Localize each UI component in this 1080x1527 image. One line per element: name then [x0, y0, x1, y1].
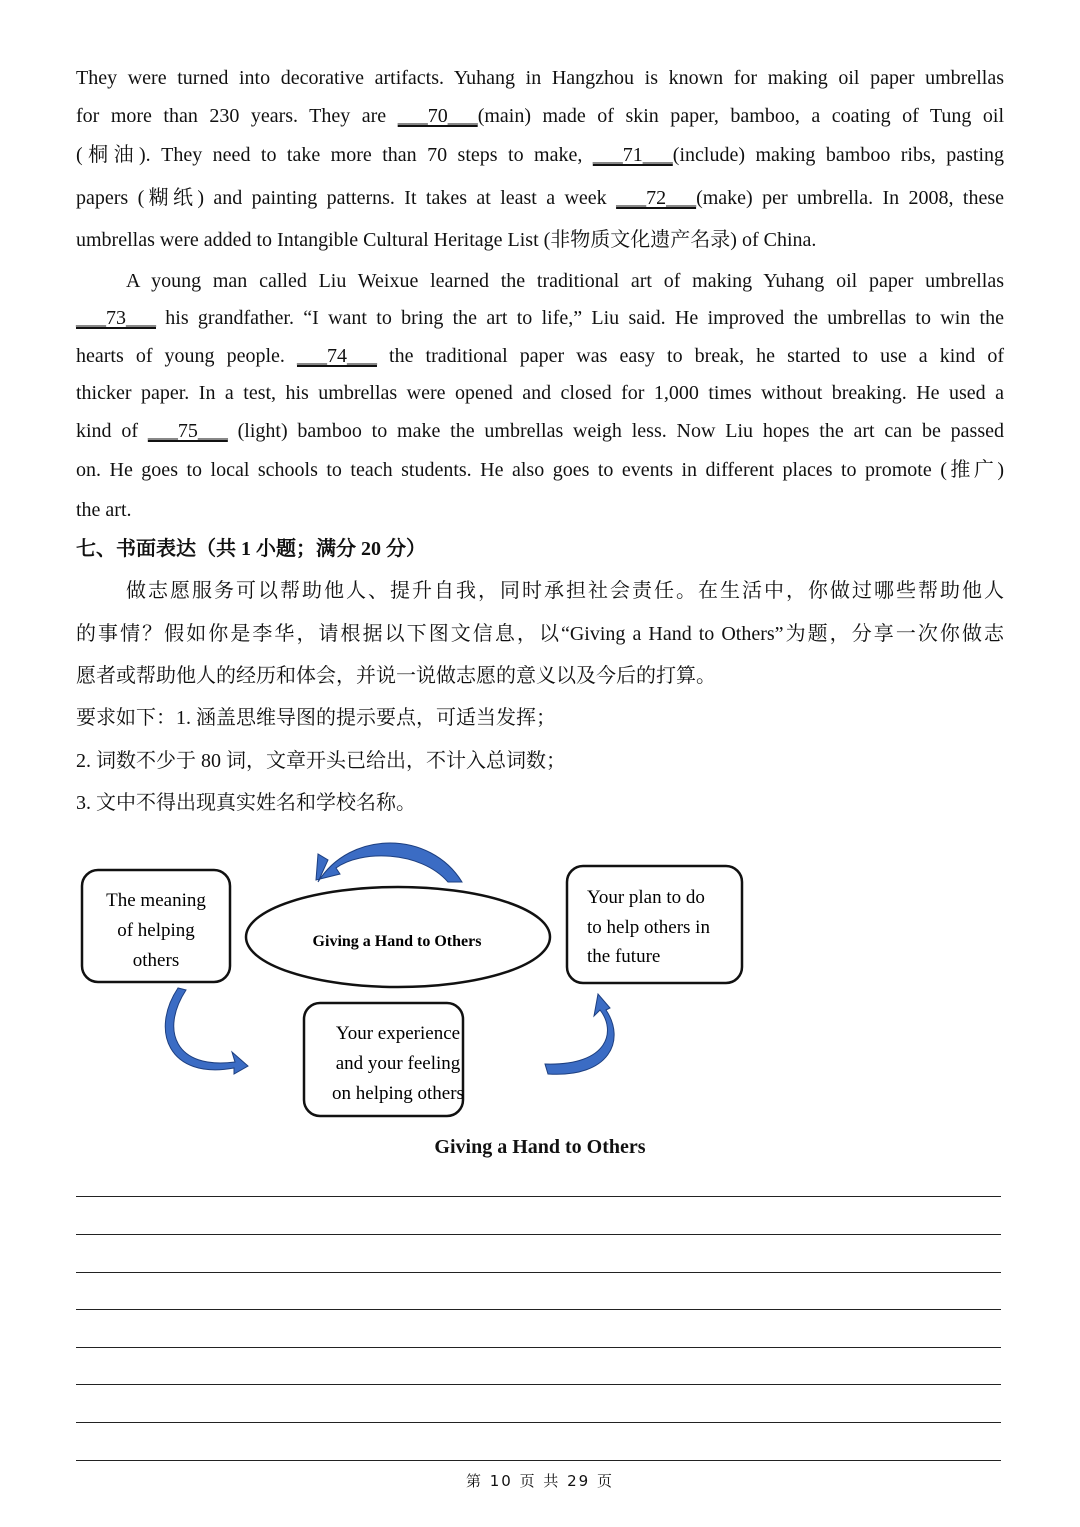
blank-71[interactable]: ___71___: [592, 144, 673, 166]
arrow-top-icon: [316, 843, 462, 882]
passage_lines-line: [76, 104, 1004, 128]
passage_lines-line: [76, 66, 1004, 90]
prompt_lines-line: [76, 622, 1004, 646]
answer-line[interactable]: [76, 1234, 1001, 1235]
passage_lines-line: [76, 419, 1004, 443]
prompt_lines-line: [76, 749, 1004, 773]
text-segment: the art.: [76, 499, 132, 521]
answer-line[interactable]: [76, 1309, 1001, 1310]
blank-74[interactable]: ___74___: [296, 345, 377, 367]
text-segment: (桐油). They need to take more than 70 steps to make,: [76, 144, 593, 166]
blank-75[interactable]: ___75___: [147, 420, 228, 442]
arrow-left-icon: [165, 988, 248, 1074]
text-segment: (light) bamboo to make the umbrellas weigh less. Now Liu hopes the art can be passed: [227, 420, 1004, 442]
text-segment: (make) per umbrella. In 2008, these: [696, 187, 1004, 209]
box-meaning-line: The meaning: [106, 890, 206, 911]
text-segment: 2. 词数不少于 80 词，文章开头已给出，不计入总词数；: [76, 750, 566, 772]
blank-72[interactable]: ___72___: [616, 187, 697, 209]
text-segment: on. He goes to local schools to teach students. He also goes to events in different places to promote (推广): [76, 459, 1004, 481]
box-meaning-line: of helping: [117, 920, 195, 941]
box-plan-line: to help others in: [587, 917, 710, 938]
passage_lines-line: [76, 344, 1004, 368]
text-segment: 的事情？假如你是李华，请根据以下图文信息，以“Giving a Hand to Others”为题，分享一次你做志: [76, 623, 1004, 645]
answer-line[interactable]: [76, 1460, 1001, 1461]
box-plan-line: Your plan to do: [587, 887, 705, 908]
box-experience-line: on helping others: [332, 1083, 464, 1104]
answer-line[interactable]: [76, 1384, 1001, 1385]
text-segment: 要求如下：1. 涵盖思维导图的提示要点，可适当发挥；: [76, 707, 556, 729]
text-segment: papers (糊纸) and painting patterns. It takes at least a week: [76, 187, 617, 209]
passage_lines-line: [76, 498, 1004, 522]
essay-title: Giving a Hand to Others: [434, 1136, 646, 1158]
passage_lines-line: [76, 228, 1004, 252]
text-segment: 3. 文中不得出现真实姓名和学校名称。: [76, 792, 416, 814]
prompt_lines-line: [76, 664, 1004, 688]
answer-line[interactable]: [76, 1272, 1001, 1273]
arrow-right-icon: [545, 994, 614, 1074]
answer-line[interactable]: [76, 1196, 1001, 1197]
text-segment: (main) made of skin paper, bamboo, a coating of Tung oil: [477, 105, 1004, 127]
box-experience-line: and your feeling: [335, 1053, 461, 1074]
prompt_lines-line: [76, 706, 1004, 730]
text-segment: (include) making bamboo ribs, pasting: [672, 144, 1004, 166]
text-segment: thicker paper. In a test, his umbrellas were opened and closed for 1,000 times without breaking. He used a: [76, 382, 1004, 404]
answer-line[interactable]: [76, 1422, 1001, 1423]
passage_lines-line: [76, 458, 1004, 482]
prompt_lines-line: [76, 579, 1004, 603]
box-plan-line: the future: [587, 946, 661, 967]
box-experience-line: Your experience: [335, 1023, 461, 1044]
text-segment: for more than 230 years. They are: [76, 105, 398, 127]
text-segment: They were turned into decorative artifacts. Yuhang in Hangzhou is known for making oil paper umbrellas: [76, 67, 1004, 89]
passage_lines-line: [76, 306, 1004, 330]
passage_lines-line: [76, 143, 1004, 167]
mind-map: [0, 830, 1080, 1130]
passage_lines-line: [76, 186, 1004, 210]
answer-line[interactable]: [76, 1347, 1001, 1348]
passage_lines-line: [76, 381, 1004, 405]
box-meaning-line: others: [132, 950, 180, 971]
text-segment: A young man called Liu Weixue learned the traditional art of making Yuhang oil paper umbrellas: [126, 270, 1004, 292]
blank-70[interactable]: ___70___: [397, 105, 478, 127]
text-segment: the traditional paper was easy to break, he started to use a kind of: [376, 345, 1005, 367]
blank-73[interactable]: ___73___: [76, 307, 156, 329]
passage_lines-line: [76, 269, 1004, 293]
text-segment: his grandfather. “I want to bring the art to life,” Liu said. He improved the umbrellas to win the: [156, 307, 1004, 329]
text-segment: umbrellas were added to Intangible Cultural Heritage List (非物质文化遗产名录) of China.: [76, 229, 817, 251]
text-segment: 愿者或帮助他人的经历和体会，并说一说做志愿的意义以及今后的打算。: [76, 665, 716, 687]
text-segment: hearts of young people.: [76, 345, 297, 367]
text-segment: 做志愿服务可以帮助他人、提升自我，同时承担社会责任。在生活中，你做过哪些帮助他人: [126, 580, 1004, 602]
section-title: 七、书面表达（共 1 小题；满分 20 分）: [76, 538, 426, 560]
text-segment: kind of: [76, 420, 148, 442]
center-label: Giving a Hand to Others: [312, 933, 482, 950]
page-footer: 第 10 页 共 29 页: [465, 1472, 614, 1490]
prompt_lines-line: [76, 791, 1004, 815]
